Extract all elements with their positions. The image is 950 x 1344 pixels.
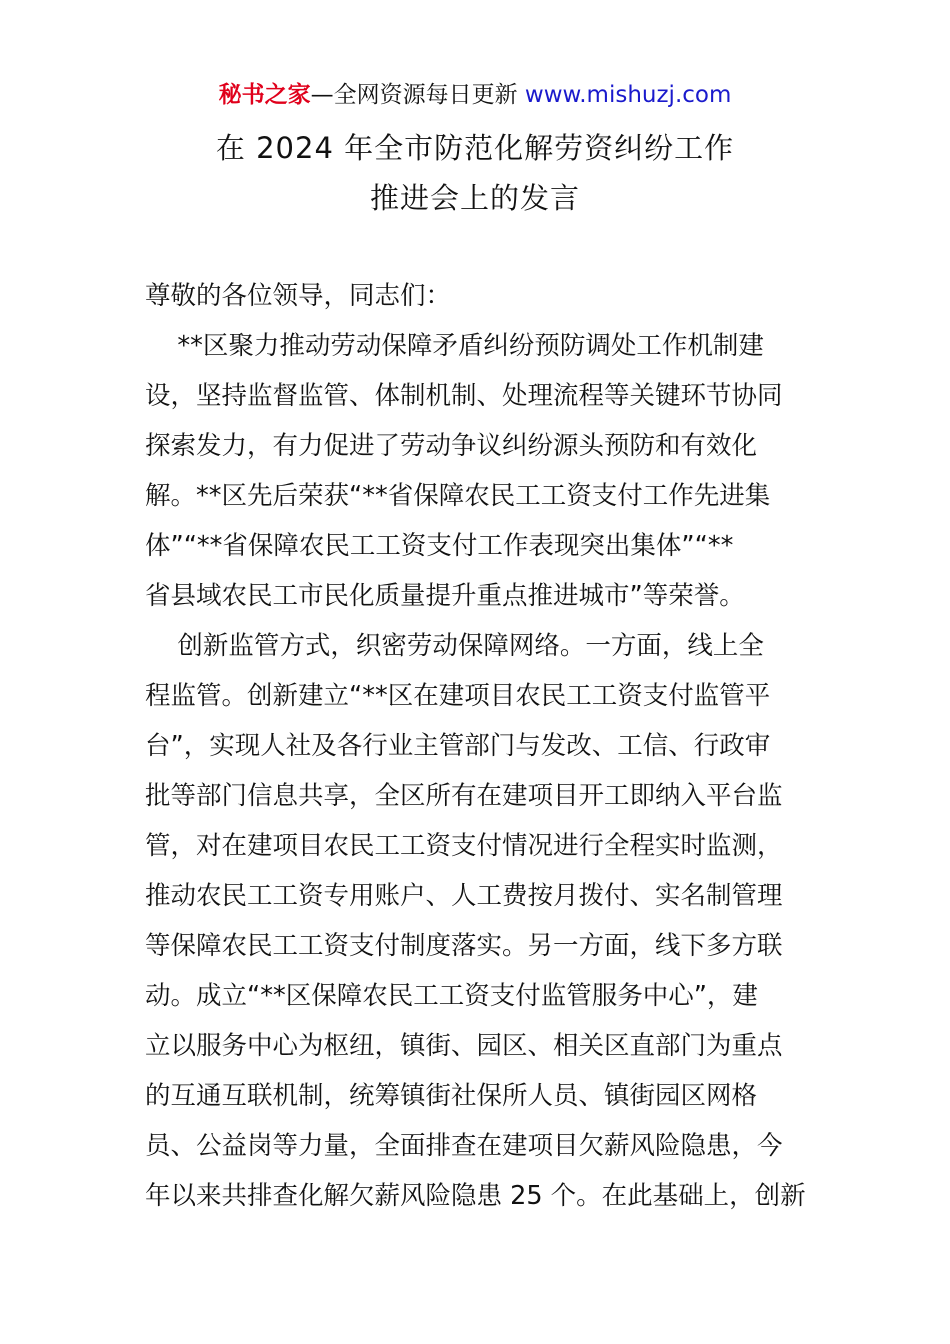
- body-line: 等保障农民工工资支付制度落实。另一方面，线下多方联: [145, 931, 783, 961]
- body-line: 年以来共排查化解欠薪风险隐患 25 个。在此基础上，创新: [145, 1181, 806, 1211]
- body-line: 的互通互联机制，统筹镇街社保所人员、镇街园区网格: [145, 1081, 758, 1111]
- body-line: 程监管。创新建立“**区在建项目农民工工资支付监管平: [145, 681, 771, 711]
- body-line: 解。**区先后荣获“**省保障农民工工资支付工作先进集: [145, 481, 771, 511]
- body-line: 探索发力，有力促进了劳动争议纠纷源头预防和有效化: [145, 431, 758, 461]
- body-line: 省县域农民工市民化质量提升重点推进城市”等荣誉。: [145, 581, 745, 611]
- body-line: 动。成立“**区保障农民工工资支付监管服务中心”，建: [145, 981, 758, 1011]
- salutation: 尊敬的各位领导，同志们：: [145, 281, 452, 311]
- body-line: 推动农民工工资专用账户、人工费按月拨付、实名制管理: [145, 881, 783, 911]
- body-line: 管，对在建项目农民工工资支付情况进行全程实时监测，: [145, 831, 783, 861]
- document-title-line-2: 推进会上的发言: [369, 181, 580, 215]
- site-name: 秘书之家: [218, 82, 311, 108]
- body-line: 立以服务中心为枢纽，镇街、园区、相关区直部门为重点: [145, 1031, 783, 1061]
- site-tagline: —全网资源每日更新: [310, 82, 525, 108]
- site-url-link[interactable]: www.mishuzj.com: [524, 82, 732, 108]
- body-line: 台”，实现人社及各行业主管部门与发改、工信、行政审: [145, 731, 771, 761]
- body-line: 设，坚持监督监管、体制机制、处理流程等关键环节协同: [145, 381, 783, 411]
- body-line: **区聚力推动劳动保障矛盾纠纷预防调处工作机制建: [145, 331, 764, 361]
- body-line: 体”“**省保障农民工工资支付工作表现突出集体”“**: [145, 531, 734, 561]
- site-header: [0, 78, 950, 112]
- body-line: 批等部门信息共享，全区所有在建项目开工即纳入平台监: [145, 781, 783, 811]
- body-line: 员、公益岗等力量，全面排查在建项目欠薪风险隐患，今: [145, 1131, 783, 1161]
- body-line: 创新监管方式，织密劳动保障网络。一方面，线上全: [145, 631, 764, 661]
- document-title-line-1: 在 2024 年全市防范化解劳资纠纷工作: [215, 131, 735, 165]
